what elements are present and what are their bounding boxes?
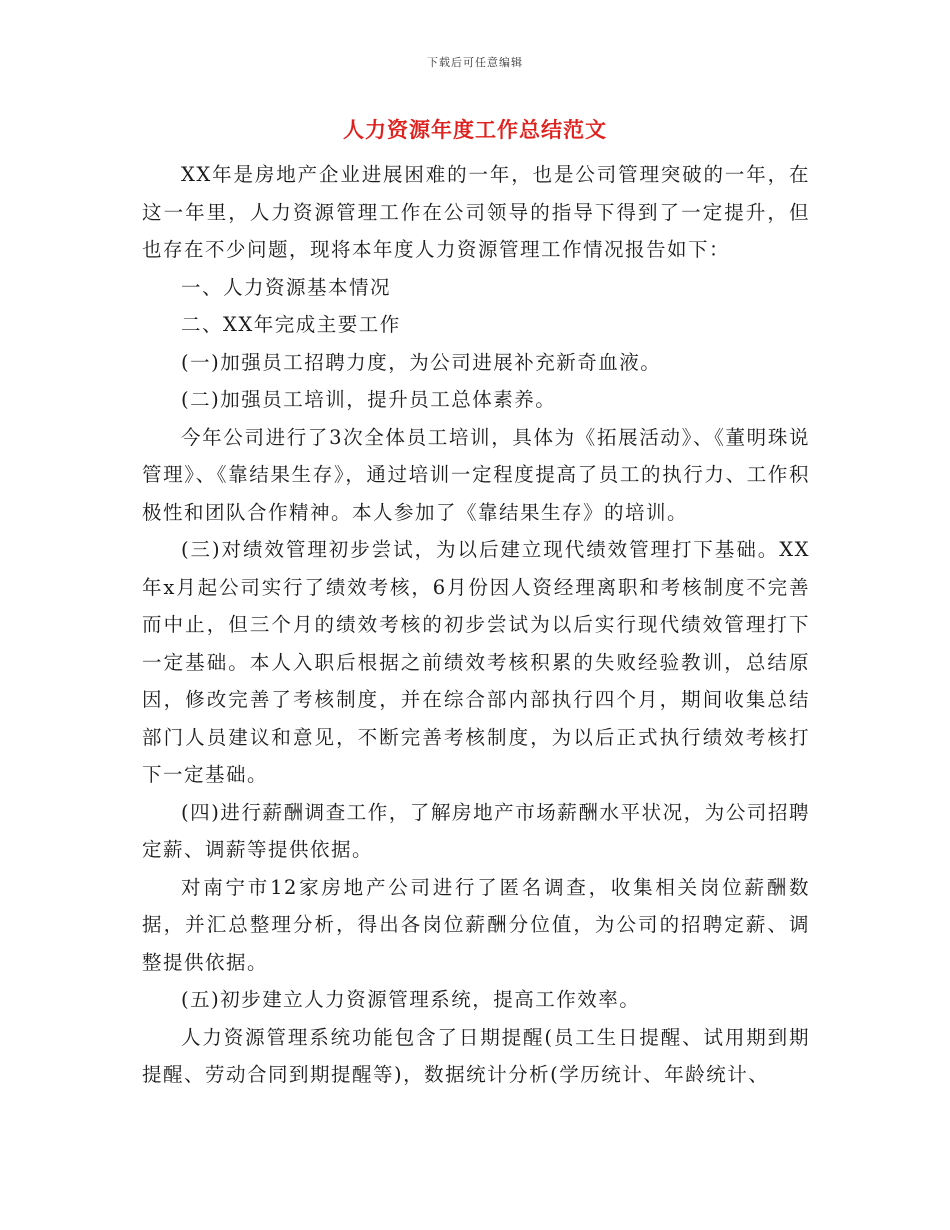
subsection-salary-survey: (四)进行薪酬调查工作，了解房地产市场薪酬水平状况，为公司招聘定薪、调薪等提供依据。 — [142, 800, 810, 861]
paragraph-hr-system-detail: 人力资源管理系统功能包含了日期提醒(员工生日提醒、试用期到期提醒、劳动合同到期提醒等)，数据统计分析(学历统计、年龄统计、 — [142, 1025, 810, 1086]
section-heading-1: 一、人力资源基本情况 — [181, 275, 392, 299]
subsection-training: (二)加强员工培训，提升员工总体素养。 — [181, 388, 557, 411]
subsection-hr-system: (五)初步建立人力资源管理系统，提高工作效率。 — [181, 988, 641, 1011]
paragraph-training-detail: 今年公司进行了3次全体员工培训，具体为《拓展活动》、《董明珠说管理》、《靠结果生存》，通过培训一定程度提高了员工的执行力、工作积极性和团队合作精神。本人参加了《靠结果生存》的培训。 — [142, 425, 810, 524]
page-header-note: 下载后可任意编辑 — [427, 56, 523, 69]
paragraph-salary-detail: 对南宁市12家房地产公司进行了匿名调查，收集相关岗位薪酬数据，并汇总整理分析，得出各岗位薪酬分位值，为公司的招聘定薪、调整提供依据。 — [142, 875, 810, 974]
subsection-recruitment: (一)加强员工招聘力度，为公司进展补充新奇血液。 — [181, 350, 662, 374]
document-body — [142, 156, 810, 1094]
subsection-performance: (三)对绩效管理初步尝试，为以后建立现代绩效管理打下基础。XX年x月起公司实行了绩效考核，6月份因人资经理离职和考核制度不完善而中止，但三个月的绩效考核的初步尝试为以后实行现代绩效管理打下一定基础。本人入职后根据之前绩效考核积累的失败经验教训，总结原因，修改完善了考核制度，并在综合部内部执行四个月，期间收集总结部门人员建议和意见，不断完善考核制度，为以后正式执行绩效考核打下一定基础。 — [142, 538, 810, 786]
document-title: 人力资源年度工作总结范文 — [343, 117, 607, 142]
section-heading-2: 二、XX年完成主要工作 — [181, 313, 401, 336]
paragraph-intro: XX年是房地产企业进展困难的一年，也是公司管理突破的一年，在这一年里，人力资源管理工作在公司领导的指导下得到了一定提升，但也存在不少问题，现将本年度人力资源管理工作情况报告如下： — [142, 163, 810, 261]
